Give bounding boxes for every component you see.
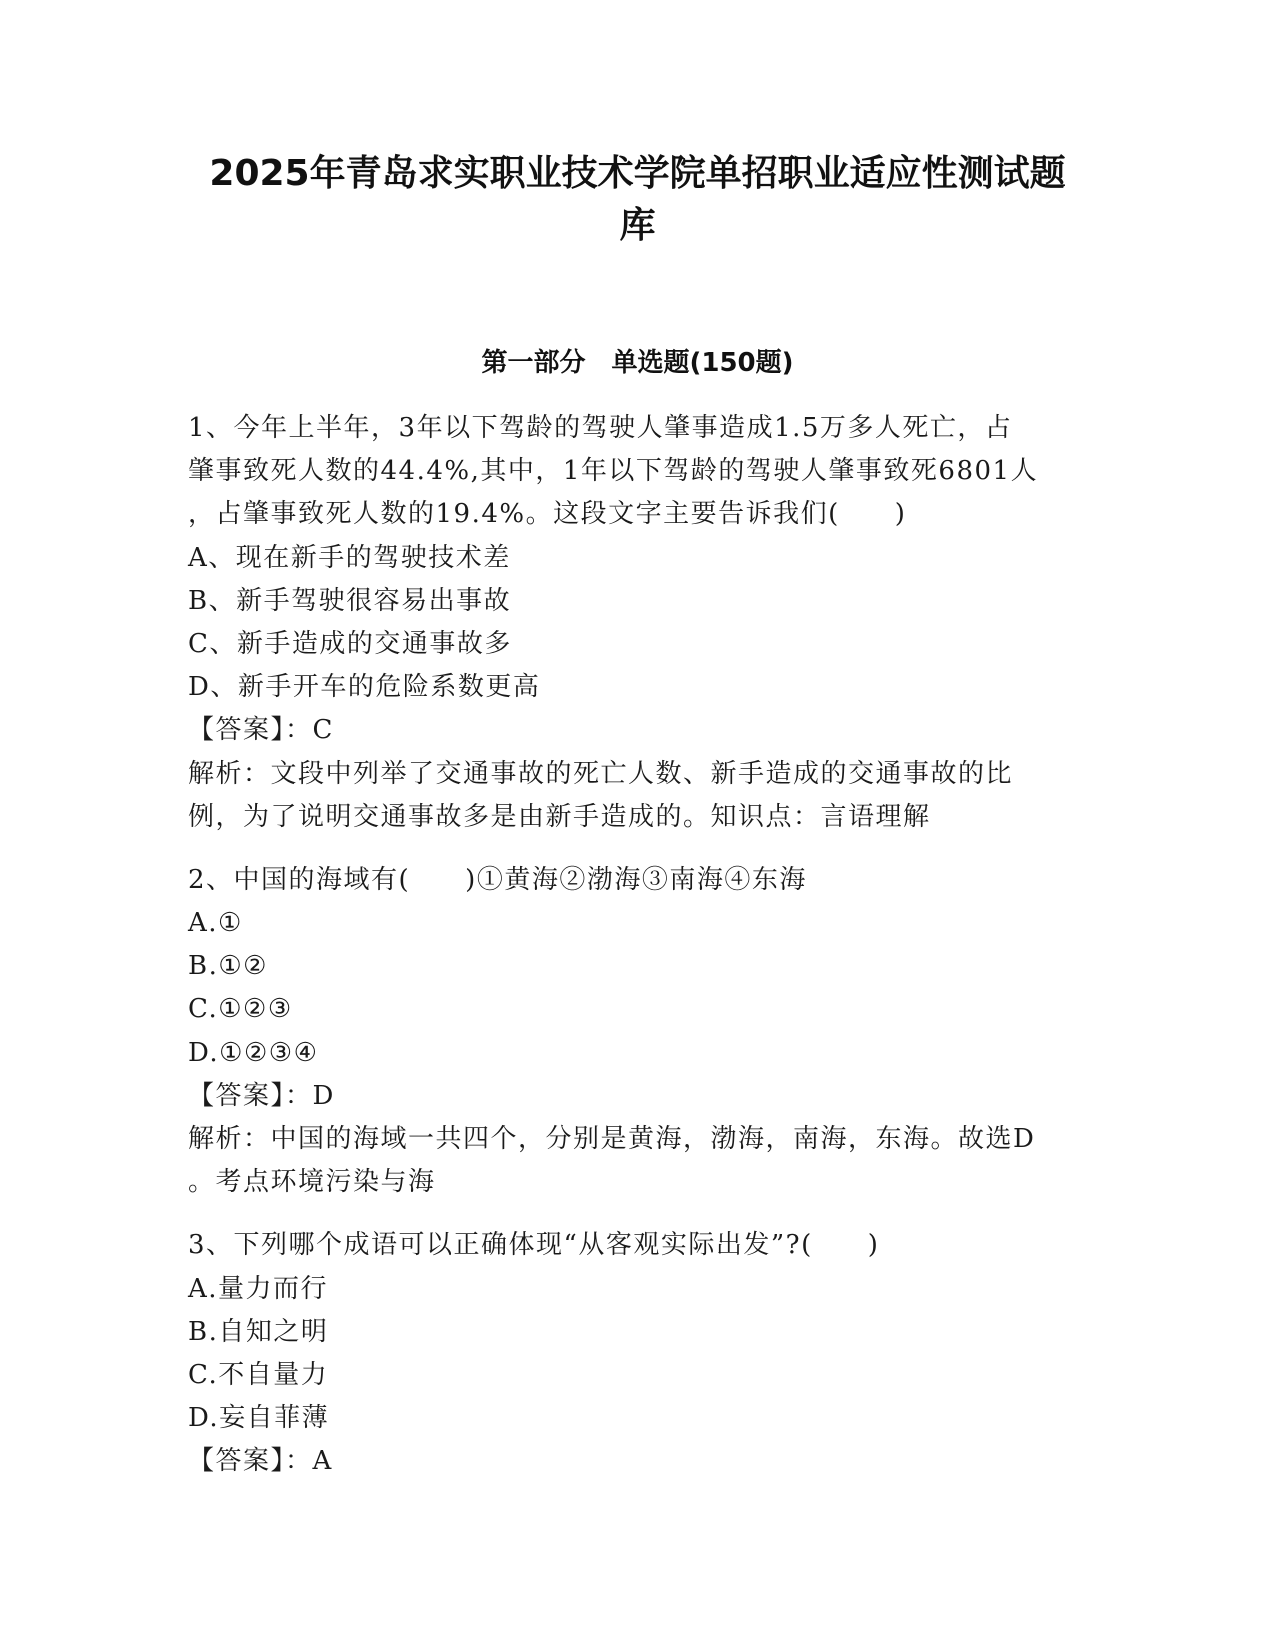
document-title — [150, 148, 1125, 252]
option-c: C.不自量力 — [188, 1359, 329, 1390]
question-stem-line: 2、中国的海域有( )①黄海②渤海③南海④东海 — [188, 864, 807, 895]
answer-line: 【答案】：D — [188, 1080, 335, 1111]
option-c: C、新手造成的交通事故多 — [188, 628, 512, 659]
question-list — [188, 407, 1088, 1484]
document-title-line-2: 库 — [619, 205, 656, 246]
analysis-line: 解析：文段中列举了交通事故的死亡人数、新手造成的交通事故的比 — [188, 758, 1014, 789]
question-stem-line: 3、下列哪个成语可以正确体现“从客观实际出发”?( ) — [188, 1230, 880, 1261]
option-a: A、现在新手的驾驶技术差 — [188, 542, 511, 573]
option-b: B.自知之明 — [188, 1316, 329, 1347]
analysis-line: 。考点环境污染与海 — [188, 1167, 436, 1198]
question-2 — [188, 859, 1088, 1205]
document-title-line-1: 2025年青岛求实职业技术学院单招职业适应性测试题 — [209, 153, 1066, 194]
question-stem-line: 1、今年上半年，3年以下驾龄的驾驶人肇事造成1.5万多人死亡，占 — [188, 413, 1013, 443]
option-d: D、新手开车的危险系数更高 — [188, 672, 541, 703]
question-stem-line: ，占肇事致死人数的19.4%。这段文字主要告诉我们( ) — [188, 499, 907, 530]
option-d: D.妄自菲薄 — [188, 1403, 330, 1434]
analysis-line: 例，为了说明交通事故多是由新手造成的。知识点：言语理解 — [188, 801, 931, 832]
question-3 — [188, 1224, 1088, 1483]
analysis-line: 解析：中国的海域一共四个，分别是黄海，渤海，南海，东海。故选D — [188, 1124, 1036, 1154]
question-stem-line: 肇事致死人数的44.4%,其中，1年以下驾龄的驾驶人肇事致死6801人 — [188, 456, 1039, 487]
answer-line: 【答案】：C — [188, 715, 334, 746]
answer-line: 【答案】：A — [188, 1446, 333, 1477]
option-b: B.①② — [188, 951, 268, 982]
option-a: A.① — [188, 908, 243, 939]
section-title: 第一部分 单选题(150题) — [481, 348, 794, 378]
option-c: C.①②③ — [188, 994, 293, 1025]
question-1 — [188, 407, 1088, 839]
option-a: A.量力而行 — [188, 1273, 329, 1304]
option-d: D.①②③④ — [188, 1037, 319, 1068]
option-b: B、新手驾驶很容易出事故 — [188, 585, 512, 616]
